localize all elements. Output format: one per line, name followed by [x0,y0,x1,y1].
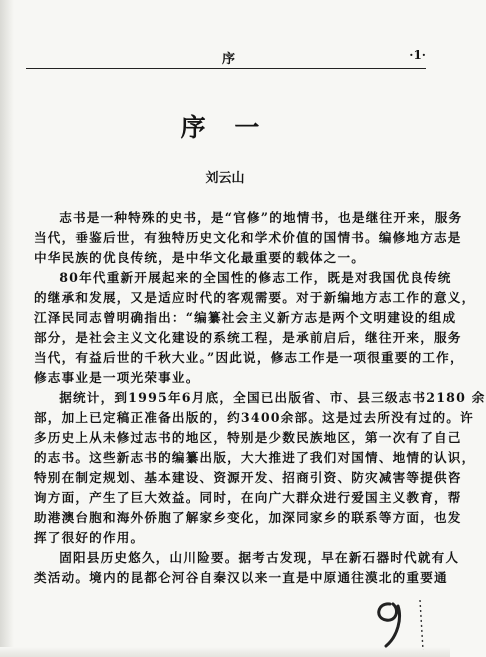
page-edge-shadow [0,0,14,657]
text-line: 部分，是社会主义文化建设的系统工程，是承前启后，继往开来，服务 [34,330,462,345]
text-line: 助港澳台胞和海外侨胞了解家乡变化，加深同家乡的联系等方面，也发 [34,510,462,525]
text-line: 中华民族的优良传统，是中华文化最重要的载体之一。 [34,250,366,265]
text-line: 修志事业是一项光荣事业。 [34,370,200,385]
author-name: 刘云山 [205,171,245,186]
text-line: 的继承和发展，又是适应时代的客观需要。对于新编地方志工作的意义， [34,290,476,305]
text-line: 的志书。这些新志书的编纂出版，大大推进了我们对国情、地情的认识， [34,450,476,465]
text-line: 据统计，到1995年6月底，全国已出版省、市、县三级志书2180 余 [59,390,486,405]
chapter-title: 序 一 [180,113,270,142]
text-line: 多历史上从未修过志书的地区，特别是少数民族地区，第一次有了自己 [34,430,462,445]
running-header-title: 序 [222,52,236,67]
header-rule [26,68,426,69]
text-line: 类活动。境内的昆都仑河谷自秦汉以来一直是中原通往漠北的重要通 [34,570,448,585]
page-number: ·1· [409,48,426,62]
text-line: 特别在制定规划、基本建设、资源开发、招商引资、防灾减害等提供咨 [34,470,462,485]
paragraph [34,548,460,588]
paragraph [34,208,463,268]
text-line: 当代，有益后世的千秋大业。”因此说，修志工作是一项很重要的工作， [34,350,464,365]
text-line: 部，加上已定稿正准备出版的，约3400余部。这是过去所没有过的。许 [34,410,474,425]
handwritten-page-mark [360,584,430,654]
running-header [26,48,426,68]
paragraph [34,268,476,388]
text-line: 志书是一种特殊的史书，是“官修”的地情书，也是继往开来，服务 [59,210,463,225]
text-line: 当代，垂鉴后世，有独特历史文化和学术价值的国情书。编修地方志是 [34,230,462,245]
text-line: 挥了很好的作用。 [34,530,145,545]
body-text [34,208,486,588]
text-line: 询方面，产生了巨大效益。同时，在向广大群众进行爱国主义教育，帮 [34,490,462,505]
text-line: 固阳县历史悠久，山川险要。据考古发现，早在新石器时代就有人 [59,550,460,565]
paragraph [34,388,486,548]
text-line: 江泽民同志曾明确指出：“编纂社会主义新方志是两个文明建设的组成 [34,310,457,325]
text-line: 80年代重新开展起来的全国性的修志工作，既是对我国优良传统 [59,270,452,285]
